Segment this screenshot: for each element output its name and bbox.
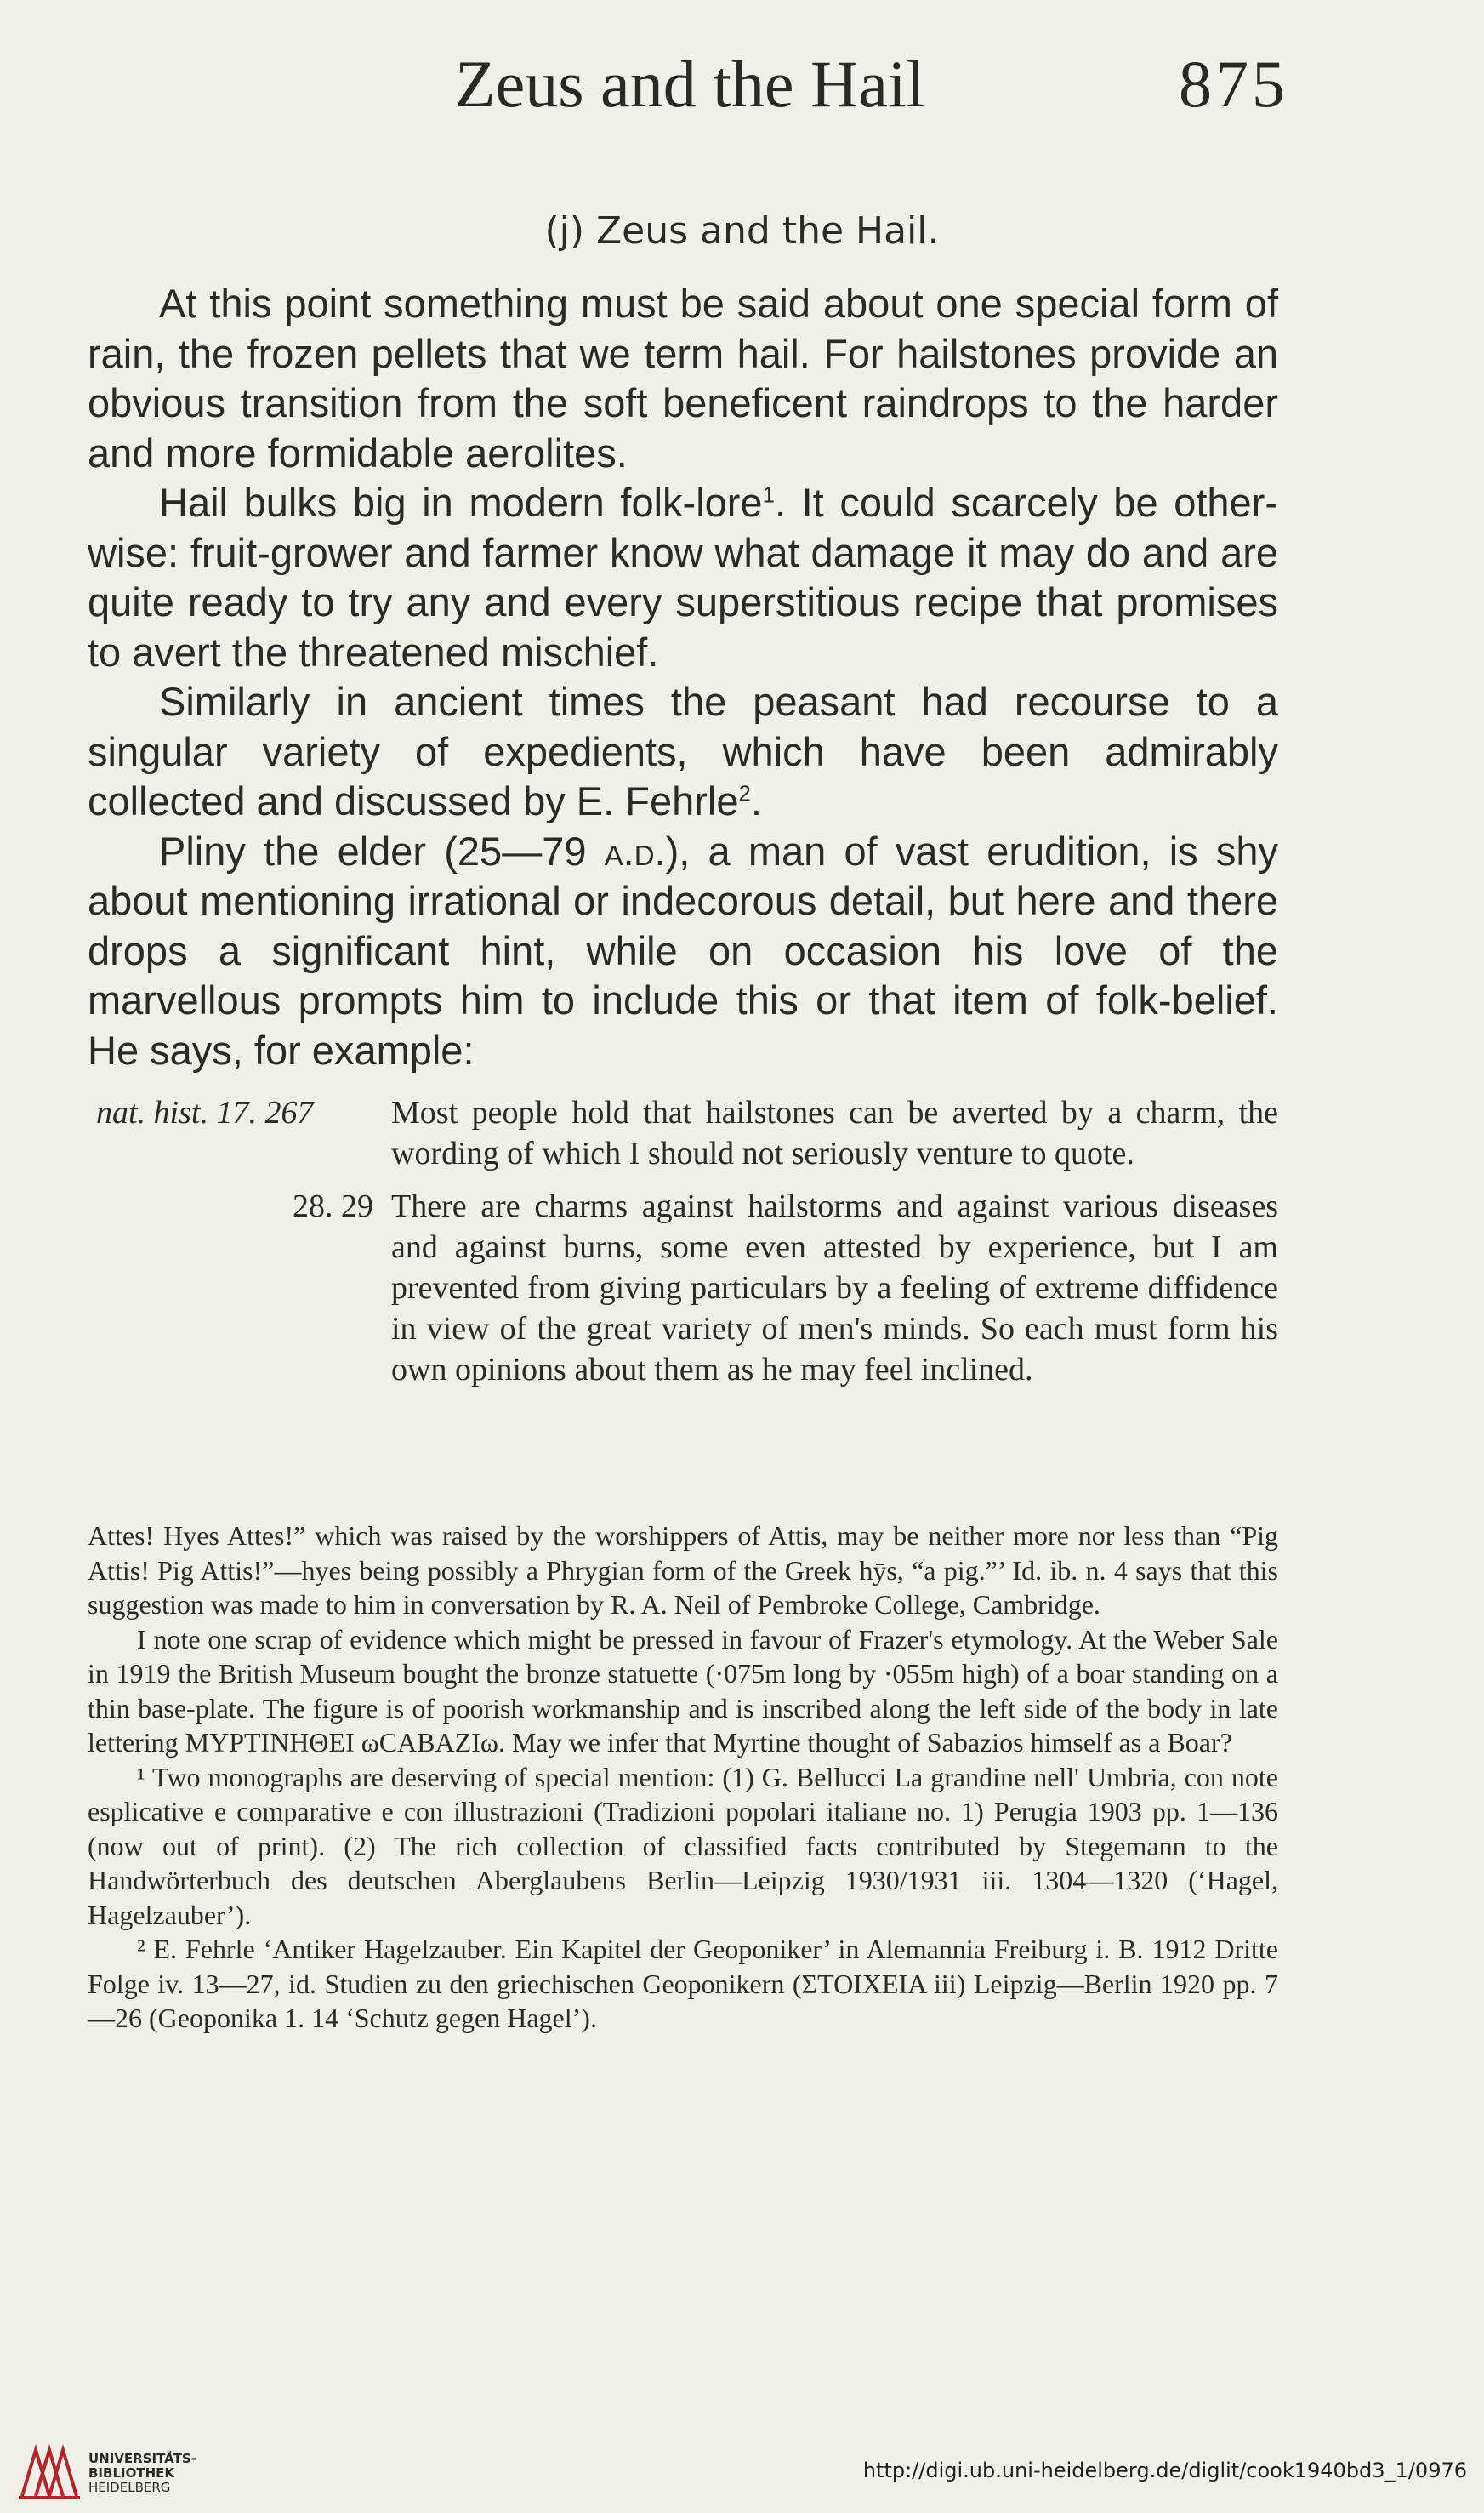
- footer: [0, 2433, 1484, 2513]
- quote-reference: 28. 29: [293, 1188, 373, 1224]
- footnote-ref-1[interactable]: 1: [762, 483, 775, 508]
- quote-text: Most people hold that hailstones can be averted by a charm, the wording of which I should not seriously venture to quote.: [391, 1095, 1278, 1171]
- paragraph-1: At this point something must be said about one special form of rain, the frozen pellets that we term hail. For hailstones provide an obvious transition from the soft beneficent raindrops to the harder and more formidable aerolites.: [88, 281, 1278, 476]
- paragraph-3: Similarly in ancient times the peasant had recourse to a singular variety of expedients, which have been admirably collected and discussed by E. Fehrle$^2$.: [88, 679, 1278, 823]
- paragraph-2: Hail bulks big in modern folk-lore$^1$. It could scarcely be other- wise: fruit-grower and farmer know what damage it may do and are quite ready to try any and every superstitious recipe that promises to avert the threatened mischief.: [88, 480, 1278, 675]
- paragraph-4: Pliny the elder (25—79 a.d.), a man of vast erudition, is shy about mentioning irrational or indecorous detail, but here and there drops a significant hint, while on occasion his love of the marvellous prompts him to include this or that item of folk-belief. He says, for example:: [88, 828, 1278, 1073]
- running-head-title: Zeus and the Hail: [455, 47, 925, 121]
- page-number: 875: [1179, 47, 1288, 121]
- library-name: UNIVERSITÄTS- BIBLIOTHEK HEIDELBERG: [88, 2451, 196, 2495]
- running-head: [0, 41, 1484, 134]
- quote-item: [88, 1092, 1278, 1174]
- footnotes: [88, 1519, 1278, 2036]
- source-url-link[interactable]: http://digi.ub.uni-heidelberg.de/diglit/cook1940bd3_1/0976: [862, 2459, 1467, 2482]
- era-label: a.d.: [604, 828, 666, 874]
- footnote-continuation: Attes! Hyes Attes!” which was raised by the worshippers of Attis, may be neither more nor less than “Pig Attis! Pig Attis!”—hyes being possibly a Phrygian form of the Greek hȳs, “a pig.”’ Id. ib. n. 4 says that this suggestion was made to him in conversation by R. A. Neil of Pembroke College, Cambridge.: [88, 1520, 1278, 1620]
- quotations: [88, 1092, 1278, 1402]
- footnote-1: ¹ Two monographs are deserving of special mention: (1) G. Bellucci La grandine nell' Umbria, con note esplicative e comparative e con illustrazioni (Tradizioni popolari italiane no. 1) Perugia 1903 pp. 1—136 (now out of print). (2) The rich collection of classified facts contributed by Stegemann to the Handwörterbuch des deutschen Aberglaubens Berlin—Leipzig 1930/1931 iii. 1304—1320 (‘Hagel, Hagelzauber’).: [88, 1761, 1278, 1930]
- quote-item: [88, 1186, 1278, 1390]
- body-text: [88, 279, 1278, 1075]
- library-logo-icon[interactable]: [15, 2440, 83, 2503]
- footnote-ref-2[interactable]: 2: [738, 782, 751, 806]
- footnote-2: ² E. Fehrle ‘Antiker Hagelzauber. Ein Kapitel der Geoponiker’ in Alemannia Freiburg i. B. 1912 Dritte Folge iv. 13—27, id. Studien zu den griechischen Geoponikern (ΣΤΟΙΧΕΙΑ iii) Leipzig—Berlin 1920 pp. 7—26 (Geoponika 1. 14 ‘Schutz gegen Hagel’).: [88, 1934, 1278, 2033]
- quote-text: There are charms against hailstorms and against various diseases and against burns, some even attested by experience, but I am prevented from giving particulars by a feeling of extreme diffidence in view of the great variety of men's minds. So each must form his own opinions about them as he may feel inclined.: [391, 1188, 1278, 1388]
- quote-reference: nat. hist. 17. 267: [96, 1095, 314, 1131]
- section-title: (j) Zeus and the Hail.: [544, 209, 940, 253]
- footnote-note: I note one scrap of evidence which might be pressed in favour of Frazer's etymology. At the Weber Sale in 1919 the British Museum bought the bronze statuette (·075m long by ·055m high) of a boar standing on a thin base-plate. The figure is of poorish workmanship and is inscribed along the left side of the body in late lettering ΜΥΡΤΙΝΗΘΕΙ ωCABAZIω. May we infer that Myrtine thought of Sabazios himself as a Boar?: [88, 1623, 1278, 1758]
